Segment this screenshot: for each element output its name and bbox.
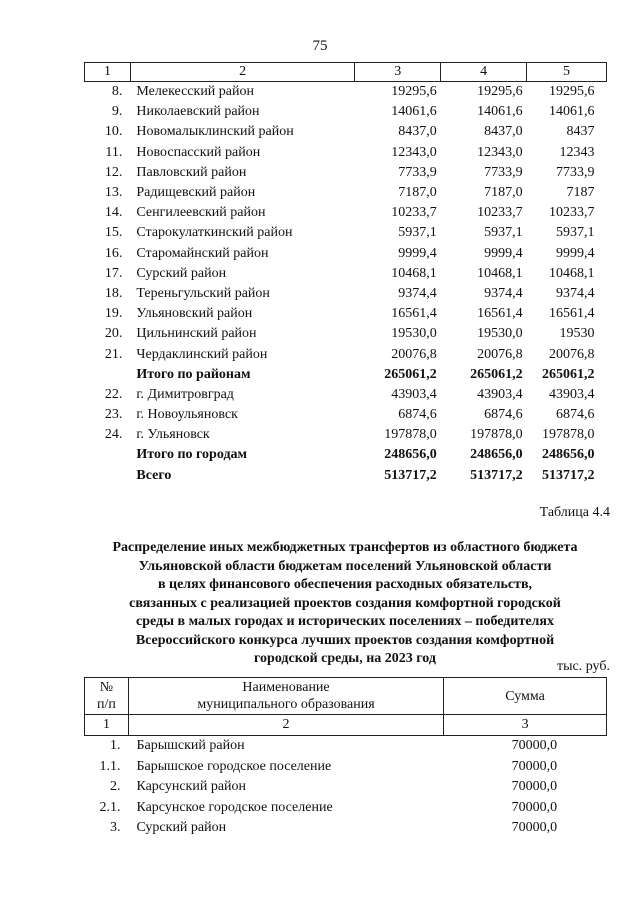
- value-col3: 248656,0: [384, 447, 437, 463]
- row-sum: 70000,0: [511, 799, 558, 815]
- value-col4: 10468,1: [477, 265, 523, 281]
- row-number: 10.: [104, 124, 123, 140]
- row-number: 12.: [104, 164, 123, 180]
- row-name: Сенгилеевский район: [136, 205, 266, 221]
- total-row: [85, 365, 607, 385]
- total-row: [85, 466, 607, 486]
- row-number: [85, 445, 131, 465]
- table-row: [85, 736, 607, 757]
- value-col3: 5937,1: [398, 225, 437, 241]
- table-row: [85, 223, 607, 243]
- value-col5: 7733,9: [556, 164, 595, 180]
- table-row: [85, 203, 607, 223]
- row-number: 13.: [104, 185, 123, 201]
- row-name: г. Димитровград: [136, 386, 234, 402]
- value-col4: 248656,0: [470, 447, 523, 463]
- header-cell: 5: [527, 63, 607, 82]
- title-line: Распределение иных межбюджетных трансфертов из областного бюджета: [112, 540, 578, 555]
- value-col3: 10468,1: [391, 265, 437, 281]
- value-col3: 197878,0: [384, 427, 437, 443]
- value-col4: 8437,0: [484, 124, 523, 140]
- table-row: [85, 425, 607, 445]
- header-cell-name: [128, 678, 443, 715]
- value-col3: 265061,2: [384, 366, 437, 382]
- value-col5: 7187: [566, 185, 595, 201]
- row-name: Николаевский район: [136, 104, 260, 120]
- row-name: Радищевский район: [136, 185, 256, 201]
- row-name: г. Ульяновск: [136, 427, 210, 443]
- value-col5: 14061,6: [549, 104, 595, 120]
- value-col4: 19530,0: [477, 326, 523, 342]
- row-number: 8.: [111, 84, 123, 100]
- title-line: городской среды, на 2023 год: [254, 651, 436, 666]
- value-col3: 43903,4: [391, 386, 437, 402]
- row-sum: 70000,0: [511, 758, 558, 774]
- row-name: Тереньгульский район: [136, 285, 270, 301]
- value-col5: 16561,4: [549, 306, 595, 322]
- row-number: 23.: [104, 407, 123, 423]
- row-number: 18.: [104, 285, 123, 301]
- table-row: [85, 82, 607, 103]
- value-col5: 43903,4: [549, 386, 595, 402]
- title-line: в целях финансового обеспечения расходных обязательств,: [157, 577, 533, 592]
- header-cell: 4: [441, 63, 527, 82]
- value-col3: 16561,4: [391, 306, 437, 322]
- value-col5: 10233,7: [549, 205, 595, 221]
- value-col5: 20076,8: [549, 346, 595, 362]
- row-name: Ульяновский район: [136, 306, 253, 322]
- title-line: Ульяновской области бюджетам поселений Ульяновской области: [138, 558, 552, 574]
- value-col3: 9374,4: [398, 285, 437, 301]
- table-row: [85, 143, 607, 163]
- value-col5: 19295,6: [549, 84, 595, 100]
- value-col3: 20076,8: [391, 346, 437, 362]
- value-col4: 10233,7: [477, 205, 523, 221]
- value-col3: 6874,6: [398, 407, 437, 423]
- row-sum: 70000,0: [511, 779, 558, 795]
- row-number: 21.: [104, 346, 123, 362]
- row-name: Новомалыклинский район: [136, 124, 294, 140]
- table-row: [85, 304, 607, 324]
- header-cell: 2: [130, 63, 354, 82]
- row-name: Карсунское городское поселение: [136, 799, 333, 815]
- row-name: Сурский район: [136, 265, 227, 281]
- value-col3: 8437,0: [398, 124, 437, 140]
- row-name: Старокулаткинский район: [136, 225, 293, 241]
- row-name: Чердаклинский район: [136, 346, 268, 362]
- row-name: Старомайнский район: [136, 245, 269, 261]
- row-number: [85, 365, 131, 385]
- table-row: [85, 324, 607, 344]
- table-row: [85, 102, 607, 122]
- row-number: 14.: [104, 205, 123, 221]
- header-text: муниципального образования: [197, 697, 375, 712]
- table-title: [60, 539, 630, 669]
- value-col3: 7187,0: [398, 185, 437, 201]
- table-caption: Таблица 4.4: [539, 505, 610, 520]
- value-col3: 19295,6: [391, 84, 437, 100]
- table-row: [85, 264, 607, 284]
- table-row: [85, 385, 607, 405]
- value-col3: 7733,9: [398, 164, 437, 180]
- value-col3: 19530,0: [391, 326, 437, 342]
- value-col4: 9374,4: [484, 285, 523, 301]
- value-col3: 14061,6: [391, 104, 437, 120]
- header-text: п/п: [97, 697, 116, 712]
- table-row: [85, 284, 607, 304]
- value-col4: 9999,4: [484, 245, 523, 261]
- column-number-header-row: [85, 715, 607, 736]
- row-name: Павловский район: [136, 164, 247, 180]
- value-col4: 7733,9: [484, 164, 523, 180]
- header-row: [85, 678, 607, 715]
- table-row: [85, 183, 607, 203]
- row-name: Новоспасский район: [136, 144, 261, 160]
- value-col5: 10468,1: [549, 265, 595, 281]
- value-col4: 513717,2: [470, 467, 523, 483]
- row-number: 17.: [104, 265, 123, 281]
- value-col4: 14061,6: [477, 104, 523, 120]
- table-row: [85, 344, 607, 364]
- header-text: Наименование: [242, 680, 330, 695]
- row-number: 11.: [105, 144, 123, 160]
- units-label: тыс. руб.: [557, 659, 610, 674]
- header-text: №: [99, 680, 114, 695]
- row-name: Карсунский район: [136, 779, 247, 795]
- header-cell-sum: Сумма: [444, 678, 607, 715]
- table-row: [85, 757, 607, 778]
- row-name: Барышский район: [136, 738, 245, 754]
- total-row: [85, 445, 607, 465]
- row-number: 22.: [104, 386, 123, 402]
- header-cell: 3: [355, 63, 441, 82]
- value-col3: 12343,0: [391, 144, 437, 160]
- row-number: 24.: [104, 427, 123, 443]
- table-row: [85, 798, 607, 819]
- row-name: Барышское городское поселение: [136, 758, 332, 774]
- value-col4: 197878,0: [470, 427, 523, 443]
- district-transfers-table: [84, 62, 607, 486]
- value-col4: 20076,8: [477, 346, 523, 362]
- row-number: 1.: [109, 738, 121, 754]
- value-col3: 9999,4: [398, 245, 437, 261]
- value-col5: 9374,4: [556, 285, 595, 301]
- value-col5: 265061,2: [542, 366, 595, 382]
- value-col4: 16561,4: [477, 306, 523, 322]
- value-col4: 43903,4: [477, 386, 523, 402]
- row-number: 20.: [104, 326, 123, 342]
- value-col5: 8437: [566, 124, 595, 140]
- header-cell: 3: [444, 715, 607, 736]
- value-col5: 12343: [559, 144, 595, 160]
- title-line: среды в малых городах и исторических поселениях – победителях: [136, 614, 554, 629]
- table-row: [85, 122, 607, 142]
- row-name: Мелекесский район: [136, 84, 254, 100]
- value-col3: 513717,2: [384, 467, 437, 483]
- row-sum: 70000,0: [511, 820, 558, 836]
- table-row: [85, 818, 607, 839]
- row-name: Сурский район: [136, 820, 227, 836]
- value-col4: 5937,1: [484, 225, 523, 241]
- row-number: 2.1.: [99, 799, 121, 815]
- row-name: Цильнинский район: [136, 326, 257, 342]
- value-col5: 197878,0: [542, 427, 595, 443]
- title-line: связанных с реализацией проектов создания комфортной городской: [129, 595, 561, 611]
- value-col4: 19295,6: [477, 84, 523, 100]
- row-number: 2.: [109, 779, 121, 795]
- value-col4: 6874,6: [484, 407, 523, 423]
- header-cell-number: [85, 678, 129, 715]
- row-sum: 70000,0: [511, 738, 558, 754]
- table-row: [85, 163, 607, 183]
- header-cell: 1: [85, 715, 129, 736]
- row-name: Итого по районам: [136, 366, 251, 382]
- table-row: [85, 405, 607, 425]
- table-row: [85, 777, 607, 798]
- row-number: 9.: [111, 104, 123, 120]
- row-number: [85, 466, 131, 486]
- title-line: Всероссийского конкурса лучших проектов создания комфортной: [135, 632, 555, 648]
- value-col4: 265061,2: [470, 366, 523, 382]
- settlement-transfers-table: [84, 677, 607, 839]
- row-name: г. Новоульяновск: [136, 407, 238, 423]
- table-row: [85, 244, 607, 264]
- row-name: Всего: [136, 467, 172, 483]
- row-number: 16.: [104, 245, 123, 261]
- row-number: 19.: [104, 306, 123, 322]
- value-col5: 248656,0: [542, 447, 595, 463]
- value-col5: 513717,2: [542, 467, 595, 483]
- value-col5: 5937,1: [556, 225, 595, 241]
- column-number-header-row: [85, 63, 607, 82]
- row-number: 3.: [109, 820, 121, 836]
- value-col5: 6874,6: [556, 407, 595, 423]
- value-col4: 12343,0: [477, 144, 523, 160]
- row-number: 1.1.: [99, 758, 121, 774]
- page-number: 75: [312, 38, 328, 54]
- value-col5: 19530: [559, 326, 595, 342]
- row-name: Итого по городам: [136, 447, 248, 463]
- row-number: 15.: [104, 225, 123, 241]
- value-col3: 10233,7: [391, 205, 437, 221]
- value-col4: 7187,0: [484, 185, 523, 201]
- header-cell: 2: [128, 715, 443, 736]
- value-col5: 9999,4: [556, 245, 595, 261]
- header-cell: 1: [85, 63, 131, 82]
